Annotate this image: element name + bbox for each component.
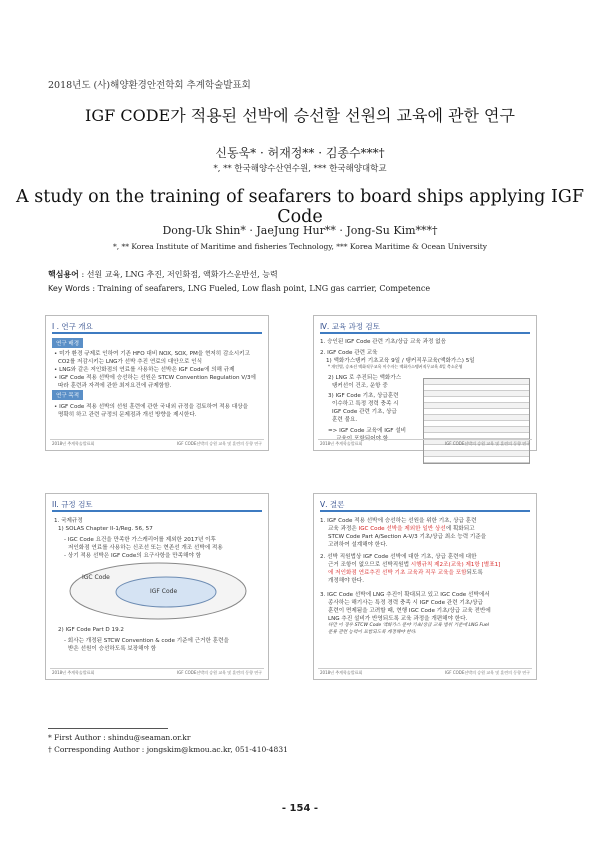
- bullet-text: • 미가 환경 규제로 인하여 기존 HFO 대비 NOX, SOX, PM을 현저히 감소시키고: [54, 351, 250, 357]
- title-english: A study on the training of seafarers to board ships applying IGF Code: [16, 187, 584, 227]
- slide-footer: [50, 439, 264, 447]
- slide-title: II. 규정 검토: [52, 500, 93, 509]
- footer-left: 2018년 추계학술발표회: [52, 441, 95, 446]
- slide-conclusion: [313, 493, 537, 680]
- body-text: STCW Code Part A/Section A-V/3 기초/상급 최소 능력 기준을: [328, 534, 487, 540]
- body-text: 1) SOLAS Chapter II-1/Reg. 56, 57: [58, 526, 153, 532]
- badge-background: 연구 배경: [52, 338, 83, 348]
- title-rule: [320, 332, 530, 334]
- body-text: 1) 액화가스탱커 기초교육 9일 / 탱커직무교육(액화가스) 5일: [326, 358, 475, 364]
- course-comparison-table: [423, 378, 530, 464]
- body-text: 받은 선원이 승선하도록 보장해야 함: [68, 646, 157, 652]
- title-korean: IGF CODE가 적용된 선박에 승선할 선원의 교육에 관한 연구: [85, 106, 515, 125]
- footnote-corresponding-author: † Corresponding Author : jongskim@kmou.ac.kr, 051-410-4831: [48, 745, 288, 754]
- body-text: [328, 568, 483, 576]
- keywords-korean-label: 핵심용어: [48, 270, 79, 279]
- text-part: 근거 조항이 없으므로 선박직원법: [328, 562, 411, 568]
- body-text: 3. IGC Code 선박에 LNG 추진이 확대되고 있고 IGC Code 선박에서: [320, 592, 490, 598]
- bullet-text: 명확히 하고 관련 규정의 문제점과 개선 방향을 제시한다.: [58, 412, 197, 418]
- slide-title: Ⅳ. 교육 과정 검토: [320, 322, 380, 331]
- keywords-english-text: : Training of seafarers, LNG Fueled, Low flash point, LNG gas carrier, Competence: [92, 284, 431, 293]
- body-text: * 개인별, 승조선 액화직무교육 이수자는 액화가스탱커직무교육 4일 축소운영: [328, 364, 463, 369]
- body-text: => IGF Code 교육에 IGF 설비: [328, 428, 407, 434]
- igc-code-label: IGC Code: [82, 574, 110, 581]
- bullet-text: • LNG와 같은 저인화점의 연료를 사용하는 선박은 IGF Code에 의해 규제: [54, 367, 235, 373]
- title-rule: [52, 332, 262, 334]
- title-rule: [320, 510, 530, 512]
- badge-purpose: 연구 목적: [52, 390, 83, 400]
- authors-korean: 신동욱* · 허재정** · 김종수***†: [215, 146, 385, 160]
- footnote-rule: [48, 728, 168, 729]
- footnote-first-author: * First Author : shindu@seaman.or.kr: [48, 733, 191, 742]
- body-text: 저인화점 연료를 사용하는 신조선 또는 현존선 개조 선박에 적용: [68, 545, 223, 551]
- authors-english: Dong-Uk Shin* · JaeJung Hur** · Jong-Su Kim***†: [162, 224, 438, 237]
- body-text: 2. IGF Code 관련 교육: [320, 350, 378, 356]
- slide-curriculum-review: [313, 315, 537, 451]
- text-part: 교육 과정은: [328, 526, 359, 532]
- body-text: 개정해야 한다.: [328, 578, 364, 584]
- affiliation-english: *, ** Korea Institute of Maritime and fisheries Technology, *** Korea Maritime & Ocean University: [112, 242, 488, 251]
- highlight-text: 에 저인화점 연료추진 선박 기초 교육과 직무 교육을 포함: [328, 570, 467, 576]
- footer-right: IGF CODE선박의 승원 교육 및 훈련의 동향 연구: [177, 670, 262, 675]
- body-text: 탱커선이 건조, 운항 중: [332, 383, 388, 389]
- footer-left: 2018년 추계학술발표회: [320, 670, 363, 675]
- title-rule: [52, 510, 262, 512]
- body-text: 훈련이 면제됨을 고려할 때, 현행 IGC Code 기초/상급 교육 전반에: [328, 608, 491, 614]
- bullet-text: CO2를 저감시키는 LNG가 선박 추진 연료의 대안으로 인식: [58, 359, 203, 365]
- slide-title: Ⅴ. 결론: [320, 500, 345, 509]
- slide-research-overview: [45, 315, 269, 451]
- footer-right: IGF CODE선박의 승원 교육 및 훈련의 동향 연구: [177, 441, 262, 446]
- body-text: 분류 관련 능력이 포함되도록 개정해야 한다.: [328, 630, 417, 635]
- footer-left: 2018년 추계학술발표회: [320, 441, 363, 446]
- body-text: 다만 이 경우 STCW Code 액화가스 분야 기초/상급 교육 범위 기준에 LNG Fuel: [328, 623, 489, 628]
- slide-footer: [318, 439, 532, 447]
- keywords-english-label: Key Words: [48, 284, 90, 293]
- footnotes: [48, 733, 288, 754]
- body-text: 2) IGF Code Part D 19.2: [58, 627, 124, 633]
- keywords-english: [48, 284, 430, 293]
- keywords-korean-text: : 선원 교육, LNG 추진, 저인화점, 액화가스운반선, 능력: [81, 270, 278, 279]
- affiliation-korean: *, ** 한국해양수산연수원, *** 한국해양대학교: [213, 164, 387, 174]
- footer-left: 2018년 추계학술발표회: [52, 670, 95, 675]
- highlight-text: 시행규칙 제2조(교육) 제1항 [별표1]: [410, 562, 501, 568]
- footer-right: IGF CODE선박의 승원 교육 및 훈련의 동향 연구: [445, 670, 530, 675]
- body-text: 3) IGF Code 기초, 상급훈련: [328, 393, 399, 399]
- slide-footer: [50, 668, 264, 676]
- slide-footer: [318, 668, 532, 676]
- highlight-text: IGC Code 선박을 제외한 일반 상선: [358, 526, 446, 532]
- body-text: 1. 승인된 IGF Code 관련 기초/상급 교육 과정 없음: [320, 339, 447, 345]
- text-part: 되도록: [466, 570, 483, 576]
- body-text: - IGC Code 요건을 만족한 가스캐리어를 제외한 2017년 이후: [64, 537, 216, 543]
- body-text: 2. 선박 직원법상 IGF Code 선박에 대한 기초, 상급 훈련에 대한: [320, 554, 477, 560]
- body-text: 종사하는 해기사는 특정 경력 충족 시 IGF Code 관련 기초/상급: [328, 600, 483, 606]
- bullet-text: • IGF Code 적용 선박에 승선하는 선원은 STCW Convention Regulation V/3에: [54, 375, 256, 381]
- keywords-korean: [48, 269, 278, 280]
- igf-code-label: IGF Code: [150, 588, 178, 595]
- body-text: [328, 524, 475, 532]
- bullet-text: 따라 훈련과 자격에 관한 최저요건에 규제함함.: [58, 383, 172, 389]
- body-text: 고려하여 설계해야 한다.: [328, 542, 388, 548]
- footer-right: IGF CODE선박의 승원 교육 및 훈련의 동향 연구: [445, 441, 530, 446]
- body-text: - 상기 적용 선박은 IGF Code의 요구사항을 만족해야 함: [64, 553, 202, 559]
- body-text: 훈련 불요.: [332, 417, 358, 423]
- bullet-text: • IGF Code 적용 선박의 선원 훈련에 관한 국내외 규정을 검토하여 적용 대상을: [54, 404, 249, 410]
- body-text: 이수하고 특정 경력 충족 시: [332, 401, 399, 407]
- body-text: 2) LNG 로 추진되는 액화가스: [328, 375, 402, 381]
- body-text: LNG 추진 설비가 반영되도록 교육 과정을 개편해야 한다.: [328, 616, 468, 622]
- body-text: [328, 560, 500, 568]
- page-number: - 154 -: [281, 803, 319, 814]
- conference-header: 2018년도 (사)해양환경안전학회 추계학술발표회: [48, 80, 251, 91]
- slide-title: I . 연구 개요: [52, 322, 93, 331]
- body-text: 1. 국제규정: [54, 518, 83, 524]
- body-text: - 회사는 개정된 STCW Convention & code 기준에 근거한 훈련을: [64, 638, 229, 644]
- text-part: 에 획화되고: [445, 526, 475, 532]
- body-text: 교육이 포함되어야 함.: [336, 436, 390, 442]
- body-text: IGF Code 관련 기초, 상급: [332, 409, 397, 415]
- body-text: 1. IGF Code 적용 선박에 승선하는 선원을 위한 기초, 상급 훈련: [320, 518, 477, 524]
- slide-regulation-review: [45, 493, 269, 680]
